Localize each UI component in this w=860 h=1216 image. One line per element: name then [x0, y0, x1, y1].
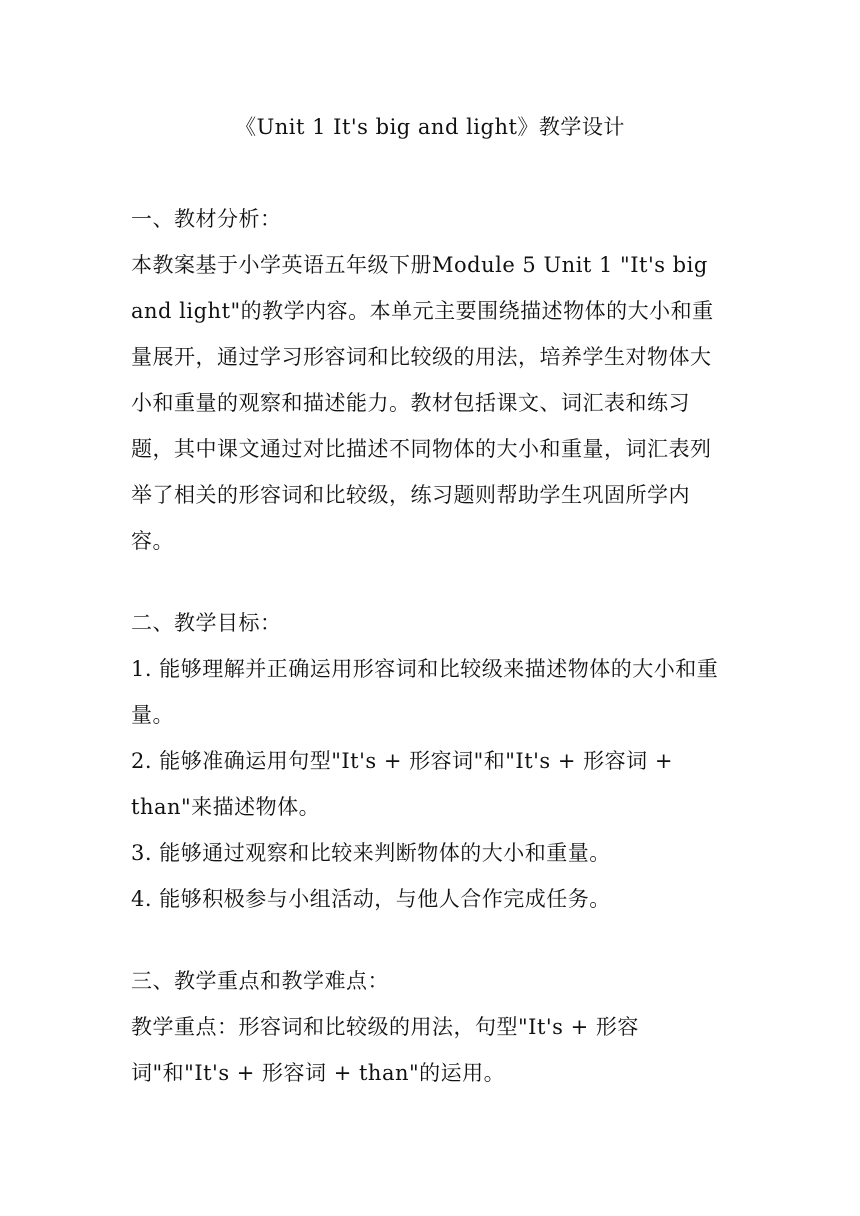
list-item: 4. 能够积极参与小组活动，与他人合作完成任务。: [131, 887, 611, 911]
list-item: 2. 能够准确运用句型"It's + 形容词"和"It's + 形容词 + than"来描述物体。: [131, 749, 673, 819]
section-paragraph-key-points: [131, 1004, 731, 1096]
section-heading-materials: 一、教材分析：: [131, 207, 282, 231]
section-heading-key-points: 三、教学重点和教学难点：: [131, 969, 389, 993]
section-heading-objectives: 二、教学目标：: [131, 611, 282, 635]
document-title: 《Unit 1 It's big and light》教学设计: [235, 115, 625, 139]
paragraph-text: 教学重点：形容词和比较级的用法，句型"It's + 形容词"和"It's + 形容词 + than"的运用。: [131, 1015, 639, 1085]
list-item: 1. 能够理解并正确运用形容词和比较级来描述物体的大小和重量。: [131, 657, 719, 727]
paragraph-text: 本教案基于小学英语五年级下册Module 5 Unit 1 "It's big and light"的教学内容。本单元主要围绕描述物体的大小和重量展开，通过学习形容词和比较级的用法，培养学生对物体大小和重量的观察和描述能力。教材包括课文、词汇表和练习题，其中课文通过对比描述不同物体的大小和重量，词汇表列举了相关的形容词和比较级，练习题则帮助学生巩固所学内容。: [131, 253, 714, 553]
section-paragraph-materials: [131, 242, 731, 564]
objectives-list: [131, 646, 731, 922]
list-item: 3. 能够通过观察和比较来判断物体的大小和重量。: [131, 841, 611, 865]
